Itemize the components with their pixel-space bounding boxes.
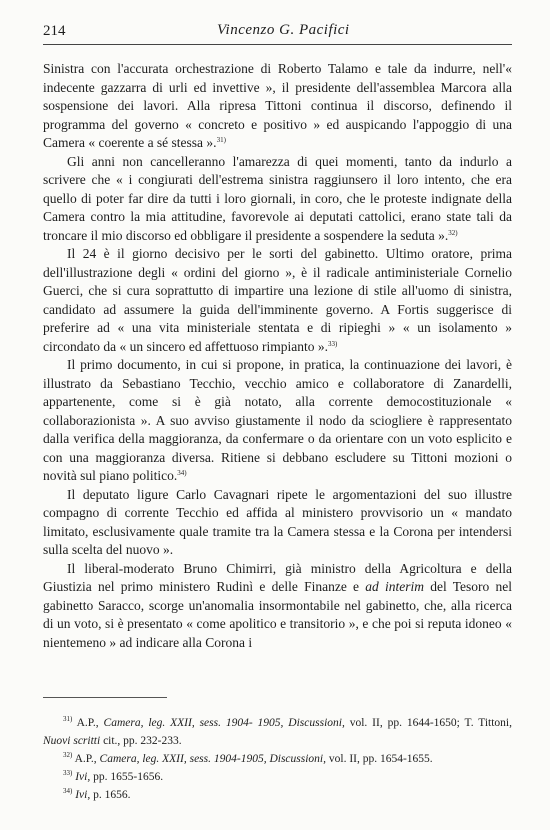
- body-text: [43, 60, 512, 652]
- paragraph: Il liberal-moderato Bruno Chimirri, già ministro della Agricoltura e della Giustizia nel primo ministero Rudinì e delle Finanze e ad interim del Tesoro nel gabinetto Saracco, scorge un'anomalia insormontabile nel gabinetto, che, alla ricerca di un voto, si è presentato « come apolitico e transitorio », e che poi si reputa idoneo « nientemeno » ad indicare alla Corona i: [43, 560, 513, 650]
- footnote: $^{34)}$ Ivi, p. 1656.: [63, 787, 131, 801]
- footnote-rule: [43, 697, 167, 698]
- footnote-ref: 32): [448, 228, 458, 237]
- footnote-ref: 33): [328, 339, 338, 348]
- page-header: [43, 22, 512, 45]
- footnote: $^{33)}$ Ivi, pp. 1655-1656.: [63, 769, 164, 783]
- paragraph: Il 24 è il giorno decisivo per le sorti del gabinetto. Ultimo oratore, prima dell'illustrazione degli « ordini del giorno », è il radicale antiministeriale Cornelio Guerci, che si cura soprattutto di impartire una lezione di stile all'uomo di sinistra, candidato ad assumere la guida dell'imminente governo. A Fortis suggerisce di preferire ad « una vita ministeriale stentata e di ripieghi » « un isolamento » circondato da « un sincero ed affettuoso rimpianto ».$^{33)}$: [43, 246, 512, 354]
- footnote-ref: 34): [177, 469, 187, 477]
- paragraph: Sinistra con l'accurata orchestrazione di Roberto Talamo e tale da indurre, nell'« indecente gazzarra di urli ed invettive », il presidente dell'assemblea Marcora alla sospensione dei lavori. Alla ripresa Tittoni continua il discorso, definendo il programma del governo « concreto e positivo » ed auspicando l'appoggio di una Camera « coerente a sé stessa ».$^{31)}$: [43, 61, 512, 150]
- running-title: Vincenzo G. Pacifici: [217, 22, 350, 38]
- paragraph: Il deputato ligure Carlo Cavagnari ripete le argomentazioni del suo illustre compagno di corrente Tecchio ed affida al ministero provvisorio un « mandato limitato, esclusivamente quale tramite tra la Camera stessa e la Corona per intendersi sulla scelta del nuovo ».: [43, 486, 512, 557]
- footnote: $^{31)}$ A.P., Camera, leg. XXII, sess. 1904- 1905, Discussioni, vol. II, pp. 1644-1650; T. Tittoni, Nuovi scritti cit., pp. 232-233.: [43, 715, 513, 747]
- footnotes: [43, 714, 512, 804]
- footnote-ref: 31): [216, 136, 226, 144]
- italic-phrase: ad interim: [365, 579, 425, 594]
- page-number: 214: [43, 23, 66, 39]
- paragraph: Il primo documento, in cui si propone, in pratica, la continuazione dei lavori, è illustrato da Sebastiano Tecchio, vecchio amico e collaboratore di Zanardelli, appartenente, come si è già notato, alla corrente democostituzionale « collaborazionista ». A suo avviso giustamente il nodo da sciogliere è rappresentato dalla verifica della maggioranza, da confermare o da orientare con un voto esplicito e con una maggioranza diversa. Ritiene si debbano escludere su Tittoni mozioni o novità sul piano politico.$^{34)}$: [43, 357, 512, 483]
- footnote: $^{32)}$ A.P., Camera, leg. XXII, sess. 1904-1905, Discussioni, vol. II, pp. 1654-1655.: [63, 751, 433, 765]
- paragraph: Gli anni non cancelleranno l'amarezza di quei momenti, tanto da indurlo a scrivere che « i congiurati dell'estrema sinistra raggiunsero il loro intento, che era quello di poter far dire da tutti i loro giornali, in coro, che le proteste indignate della Camera contro la mia attitudine, favorevole ai deputati cattolici, erano state tali da troncare il mio discorso ed obbligare il presidente a sospendere la seduta ».$^{32)}$: [43, 153, 512, 243]
